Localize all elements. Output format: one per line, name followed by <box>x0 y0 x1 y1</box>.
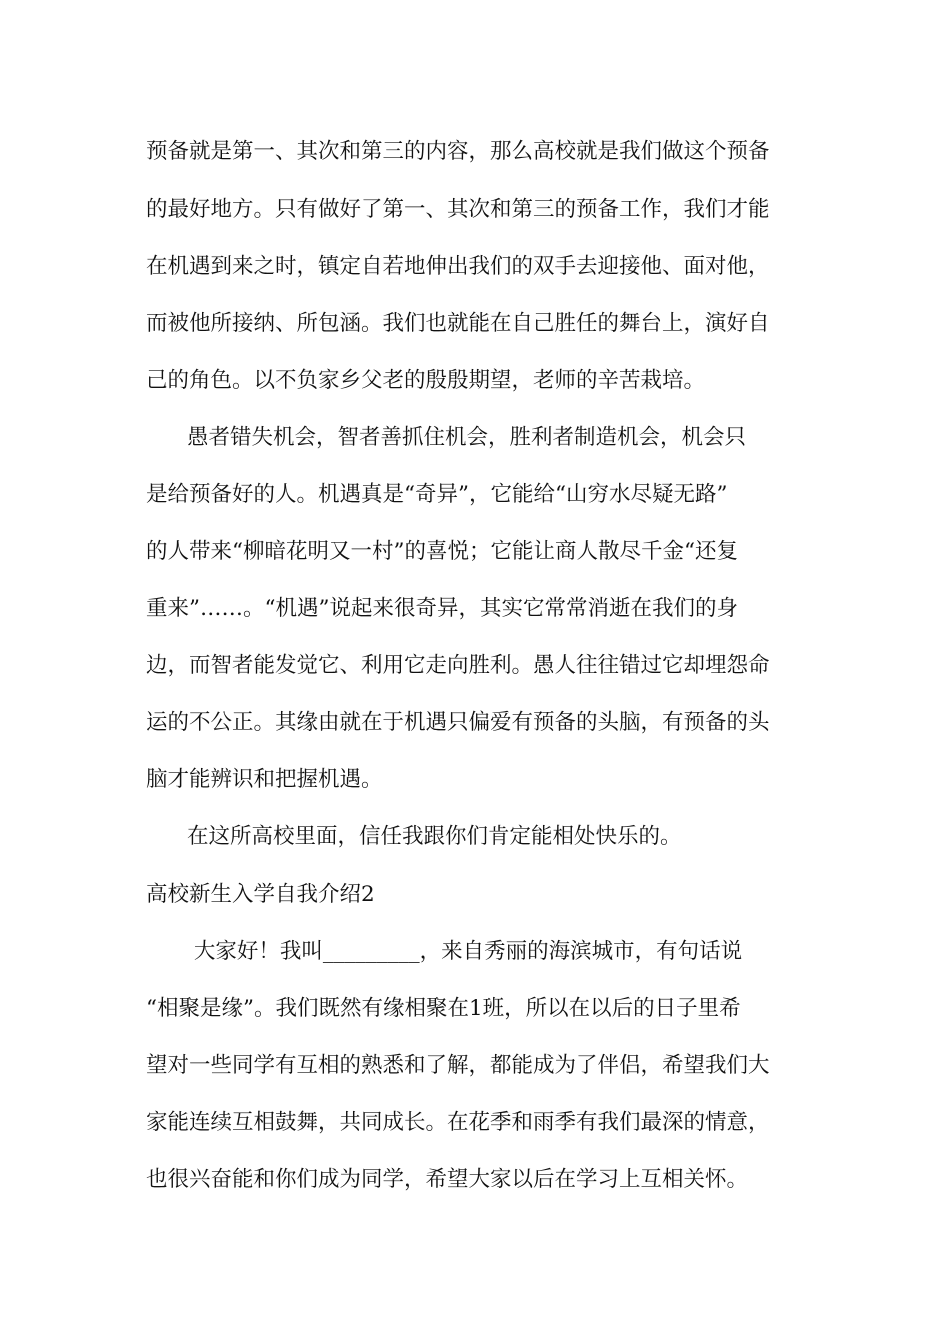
text-line-15: 大家好！我叫_________，来自秀丽的海滨城市，有句话说 <box>146 939 743 964</box>
text-line-6: 愚者错失机会，智者善抓住机会，胜利者制造机会，机会只 <box>146 425 747 450</box>
section-heading: 高校新生入学自我介绍2 <box>146 882 375 907</box>
text-line-10: 边，而智者能发觉它、利用它走向胜利。愚人往往错过它却埋怨命 <box>146 653 770 678</box>
text-line-9: 重来”……。“机遇”说起来很奇异，其实它常常消逝在我们的身 <box>146 596 738 621</box>
text-line-12: 脑才能辨识和把握机遇。 <box>146 767 383 792</box>
text-line-18: 家能连续互相鼓舞，共同成长。在花季和雨季有我们最深的情意， <box>146 1110 770 1135</box>
text-line-7: 是给预备好的人。机遇真是“奇异”，它能给“山穷水尽疑无路” <box>146 482 728 507</box>
text-line-13: 在这所高校里面，信任我跟你们肯定能相处快乐的。 <box>146 824 682 849</box>
text-line-19: 也很兴奋能和你们成为同学，希望大家以后在学习上互相关怀。 <box>146 1167 749 1192</box>
text-line-4: 而被他所接纳、所包涵。我们也就能在自己胜任的舞台上，演好自 <box>146 311 770 336</box>
text-line-5: 己的角色。以不负家乡父老的殷殷期望，老师的辛苦栽培。 <box>146 368 706 393</box>
text-line-2: 的最好地方。只有做好了第一、其次和第三的预备工作，我们才能 <box>146 197 770 222</box>
text-line-11: 运的不公正。其缘由就在于机遇只偏爱有预备的头脑，有预备的头 <box>146 710 770 735</box>
text-line-1: 预备就是第一、其次和第三的内容，那么高校就是我们做这个预备 <box>146 139 770 164</box>
text-line-16: “相聚是缘”。我们既然有缘相聚在1班，所以在以后的日子里希 <box>146 996 741 1021</box>
text-line-17: 望对一些同学有互相的熟悉和了解，都能成为了伴侣，希望我们大 <box>146 1053 770 1078</box>
text-line-3: 在机遇到来之时，镇定自若地伸出我们的双手去迎接他、面对他， <box>146 254 770 279</box>
text-line-8: 的人带来“柳暗花明又一村”的喜悦；它能让商人散尽千金“还复 <box>146 539 738 564</box>
